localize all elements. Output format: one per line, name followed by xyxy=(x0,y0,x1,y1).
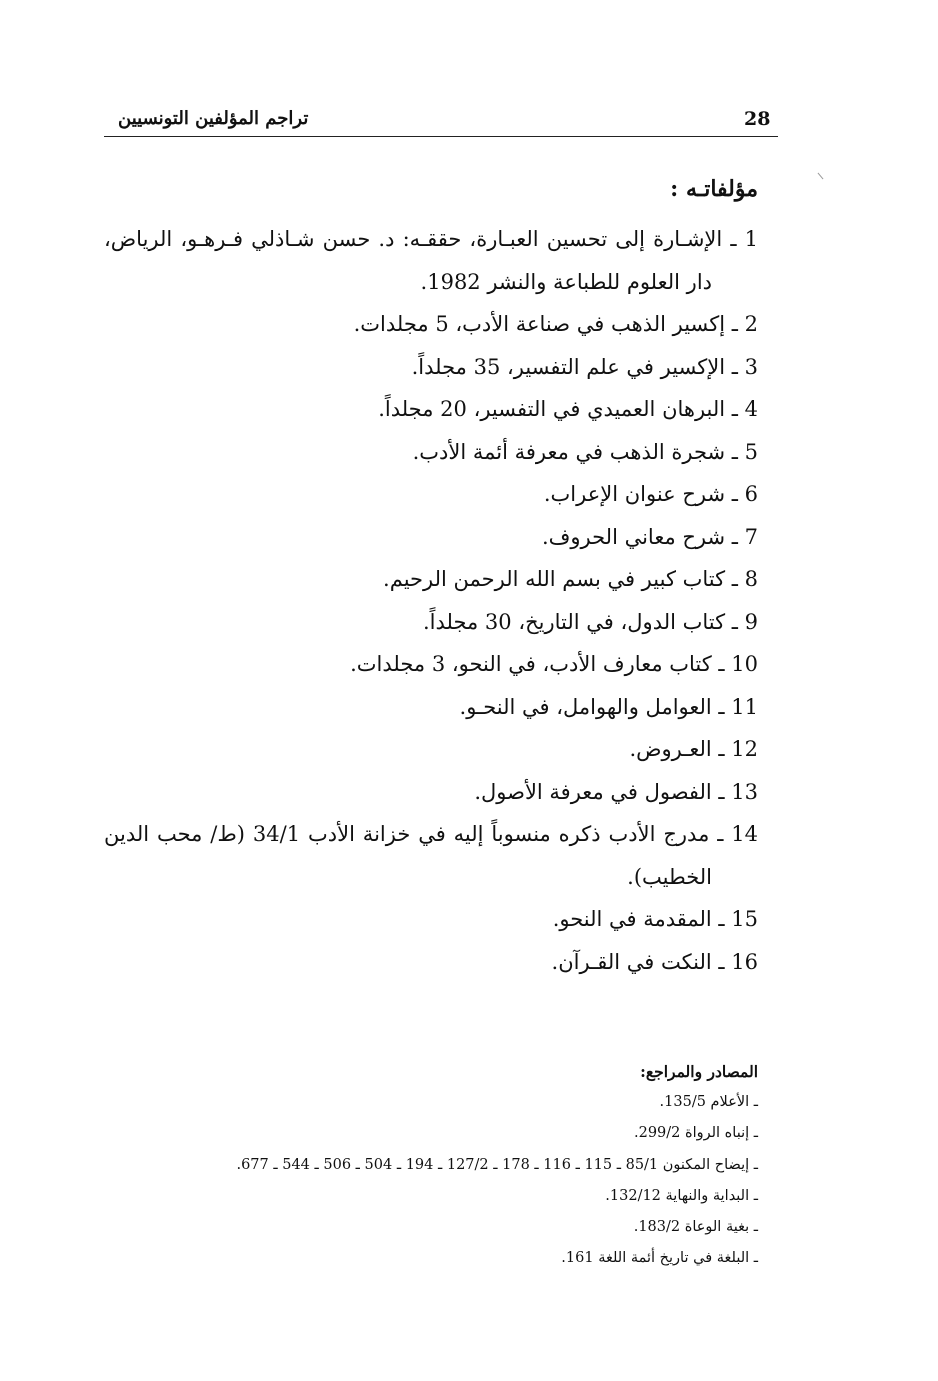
work-item: 7 ـ شرح معاني الحروف. xyxy=(541,524,758,549)
work-item: 1 ـ الإشـارة إلى تحسين العبـارة، حققـه: د. حسن شـاذلي فـرهـو، الرياض، دار العلوم للطباعة والنشر 1982. xyxy=(104,227,758,294)
source-item: ـ بغية الوعاة 183/2. xyxy=(633,1219,758,1236)
works-heading: مؤلفاتـه : xyxy=(670,176,758,202)
work-item: 9 ـ كتاب الدول، في التاريخ، 30 مجلداً. xyxy=(422,609,758,634)
work-item: 15 ـ المقدمة في النحو. xyxy=(552,907,758,931)
source-item: ـ البلغة في تاريخ أئمة اللغة 161. xyxy=(561,1250,758,1267)
source-item: ـ إيضاح المكنون 85/1 ـ 115 ـ 116 ـ 178 ـ 127/2 ـ 194 ـ 504 ـ 506 ـ 544 ـ 677. xyxy=(236,1156,758,1173)
page-header xyxy=(104,104,778,137)
work-item: 2 ـ إكسير الذهب في صناعة الأدب، 5 مجلدات. xyxy=(353,312,758,336)
work-item: 12 ـ العـروض. xyxy=(629,737,758,761)
sources-list xyxy=(104,1087,758,1274)
work-item: 16 ـ النكت في القـرآن. xyxy=(551,949,758,974)
page-number: 28 xyxy=(744,108,771,130)
work-item: 14 ـ مدرج الأدب ذكره منسوباً إليه في خزانة الأدب 34/1 (ط/ محب الدين الخطيب). xyxy=(104,822,759,889)
work-item: 13 ـ الفصول في معرفة الأصول. xyxy=(474,779,758,804)
sources-section xyxy=(104,1056,758,1274)
work-item: 3 ـ الإكسير في علم التفسير، 35 مجلداً. xyxy=(411,354,758,379)
scan-speck xyxy=(818,173,824,180)
work-item: 5 ـ شجرة الذهب في معرفة أئمة الأدب. xyxy=(412,439,758,464)
work-item: 10 ـ كتاب معارف الأدب، في النحو، 3 مجلدات. xyxy=(350,652,758,676)
work-item: 4 ـ البرهان العميدي في التفسير، 20 مجلداً. xyxy=(378,397,758,421)
source-item: ـ البداية والنهاية 132/12. xyxy=(605,1187,758,1204)
sources-heading: المصادر والمراجع: xyxy=(640,1062,758,1081)
running-title: تراجم المؤلفين التونسيين xyxy=(118,108,309,129)
work-item: 6 ـ شرح عنوان الإعراب. xyxy=(543,482,758,506)
source-item: ـ إنباه الرواة 299/2. xyxy=(633,1125,758,1142)
works-list xyxy=(104,218,758,983)
work-item: 11 ـ العوامل والهوامل، في النحـو. xyxy=(459,694,758,719)
work-item: 8 ـ كتاب كبير في بسم الله الرحمن الرحيم. xyxy=(383,567,758,591)
source-item: ـ الأعلام 135/5. xyxy=(659,1094,758,1111)
